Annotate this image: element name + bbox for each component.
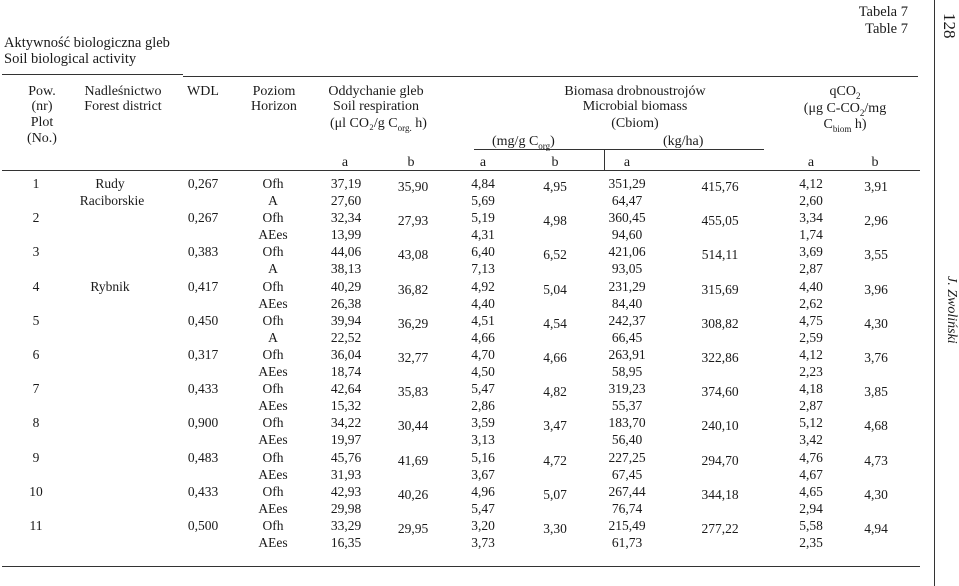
cell-q-b: 3,55	[864, 247, 888, 263]
cell-plot: 10	[29, 483, 43, 499]
subheader-resp-b: b	[407, 155, 415, 170]
cell-r-a2: 16,35	[330, 535, 362, 550]
cell-plot: 11	[29, 518, 43, 533]
cell-m-a1: 6,40	[471, 244, 495, 260]
cell-m-b: 4,95	[543, 179, 567, 194]
cell-plot: 8	[32, 415, 40, 431]
cell-r-a2: 38,13	[330, 261, 362, 277]
cell-r-b: 41,69	[397, 452, 429, 468]
cell-q-a1: 3,69	[799, 244, 823, 260]
cell-r-a1: 39,94	[330, 312, 362, 328]
cell-district: Rybnik	[90, 278, 130, 294]
cell-r-b: 35,83	[397, 384, 429, 400]
header-respiration-en: Soil respiration	[333, 99, 419, 114]
cell-k-a1: 267,44	[608, 483, 646, 499]
cell-r-b: 29,95	[397, 521, 429, 536]
cell-k-b: 514,11	[701, 247, 739, 263]
cell-h1: Ofh	[262, 483, 284, 499]
cell-h2: AEes	[258, 398, 288, 414]
cell-m-b: 4,72	[543, 452, 567, 468]
header-qco2-unit2: $C_{biom}$ h)	[823, 117, 867, 134]
cell-m-a1: 4,92	[471, 278, 495, 294]
cell-r-b: 43,08	[397, 247, 429, 263]
cell-h1: Ofh	[262, 278, 284, 294]
cell-wdl: 0,267	[187, 210, 219, 226]
header-biomass-cbiom: (Cbiom)	[611, 116, 659, 131]
cell-q-a2: 2,87	[799, 261, 823, 277]
cell-r-a1: 44,06	[330, 244, 362, 260]
cell-r-a1: 33,29	[330, 518, 362, 533]
cell-k-b: 240,10	[701, 418, 739, 434]
cell-q-a2: 1,74	[799, 227, 823, 243]
cell-r-a2: 13,99	[330, 227, 362, 243]
cell-district: Rudy	[95, 176, 125, 191]
cell-k-b: 455,05	[701, 213, 739, 229]
cell-k-a2: 94,60	[611, 227, 643, 243]
subheader-mg-a: a	[479, 155, 487, 170]
cell-m-b: 3,47	[543, 418, 567, 434]
cell-q-a2: 2,87	[799, 398, 823, 414]
cell-r-a1: 37,19	[330, 176, 362, 191]
cell-k-a1: 227,25	[608, 449, 646, 465]
cell-k-a1: 421,06	[608, 244, 646, 260]
cell-plot: 6	[32, 347, 40, 362]
cell-m-a2: 3,13	[471, 432, 495, 448]
cell-r-a2: 22,52	[330, 329, 362, 345]
header-respiration-unit: (μl CO₂/g $C_{org.}$ h)	[330, 116, 427, 133]
header-biomass-en: Microbial biomass	[582, 99, 688, 114]
cell-r-b: 40,26	[397, 486, 429, 502]
cell-m-a2: 4,31	[471, 227, 495, 243]
cell-h2: AEes	[258, 500, 288, 516]
cell-k-b: 315,69	[701, 281, 739, 297]
cell-q-a1: 5,58	[799, 518, 823, 533]
cell-h2: AEes	[258, 466, 288, 482]
cell-q-b: 3,91	[864, 179, 888, 194]
cell-q-b: 3,96	[864, 281, 888, 297]
page-number: 128	[940, 13, 959, 39]
cell-r-a2: 19,97	[330, 432, 362, 448]
cell-q-a2: 2,94	[799, 500, 823, 516]
cell-m-b: 4,66	[543, 350, 567, 365]
cell-m-a1: 5,47	[471, 381, 495, 397]
cell-plot: 4	[32, 278, 40, 294]
cell-h2: AEes	[258, 432, 288, 448]
cell-r-a1: 42,64	[330, 381, 362, 397]
cell-m-b: 5,04	[543, 281, 567, 297]
cell-m-b: 3,30	[543, 521, 567, 536]
cell-h2: AEes	[258, 535, 288, 550]
table-title-en: Soil biological activity	[4, 51, 137, 67]
cell-q-a1: 4,76	[799, 449, 823, 465]
cell-wdl: 0,267	[187, 176, 219, 191]
cell-k-a2: 58,95	[611, 364, 643, 379]
cell-r-a1: 36,04	[330, 347, 362, 362]
subheader-q-a: a	[807, 155, 815, 170]
table-label-pl: Tabela 7	[858, 4, 908, 20]
top-rule-left	[2, 74, 183, 75]
cell-h2: AEes	[258, 295, 288, 311]
header-horizon-en: Horizon	[251, 99, 297, 114]
cell-r-a2: 31,93	[330, 466, 362, 482]
cell-h1: Ofh	[262, 312, 284, 328]
page-edge-rule	[934, 0, 935, 586]
cell-m-a1: 3,59	[471, 415, 495, 431]
cell-q-a2: 2,62	[799, 295, 823, 311]
cell-wdl: 0,500	[187, 518, 219, 533]
header-plot-2: (nr)	[31, 99, 53, 114]
cell-r-a2: 26,38	[330, 295, 362, 311]
cell-r-a1: 40,29	[330, 278, 362, 294]
cell-m-a2: 4,40	[471, 295, 495, 311]
header-district-pl: Nadleśnictwo	[84, 84, 162, 99]
cell-wdl: 0,483	[187, 449, 219, 465]
cell-k-a2: 93,05	[611, 261, 643, 277]
cell-m-a2: 2,86	[471, 398, 495, 414]
cell-k-a1: 319,23	[608, 381, 646, 397]
cell-q-b: 3,85	[864, 384, 888, 400]
running-author: J. Zwoliński	[944, 276, 959, 344]
cell-m-a2: 3,73	[471, 535, 495, 550]
cell-h1: Ofh	[262, 518, 284, 533]
cell-r-a1: 34,22	[330, 415, 362, 431]
cell-q-b: 4,94	[864, 521, 888, 536]
cell-k-a1: 183,70	[608, 415, 646, 431]
header-biomass-pl: Biomasa drobnoustrojów	[564, 84, 706, 99]
cell-q-b: 4,30	[864, 315, 888, 331]
header-plot-1: Pow.	[28, 84, 56, 99]
subheader-q-b: b	[871, 155, 879, 170]
cell-plot: 7	[32, 381, 40, 397]
cell-m-b: 5,07	[543, 486, 567, 502]
cell-m-a2: 4,50	[471, 364, 495, 379]
cell-r-b: 35,90	[397, 179, 429, 194]
cell-k-a2: 67,45	[611, 466, 643, 482]
cell-m-a2: 3,67	[471, 466, 495, 482]
cell-m-a1: 3,20	[471, 518, 495, 533]
cell-r-b: 30,44	[397, 418, 429, 434]
cell-m-a1: 5,19	[471, 210, 495, 226]
cell-q-b: 2,96	[864, 213, 888, 229]
cell-k-a1: 231,29	[608, 278, 646, 294]
cell-h2: AEes	[258, 364, 288, 379]
cell-wdl: 0,417	[187, 278, 219, 294]
cell-q-a1: 3,34	[799, 210, 823, 226]
table-label-en: Table 7	[865, 21, 908, 37]
cell-q-a1: 4,75	[799, 312, 823, 328]
header-biomass-unit-kg: (kg/ha)	[663, 134, 704, 149]
cell-m-a2: 4,66	[471, 329, 495, 345]
cell-k-b: 308,82	[701, 315, 739, 331]
cell-k-a2: 66,45	[611, 329, 643, 345]
subheader-mg-b: b	[551, 155, 559, 170]
header-respiration-pl: Oddychanie gleb	[328, 84, 424, 99]
cell-k-a1: 351,29	[608, 176, 646, 191]
cell-plot: 1	[32, 176, 40, 191]
cell-q-a1: 4,12	[799, 347, 823, 362]
cell-r-b: 27,93	[397, 213, 429, 229]
cell-r-a2: 18,74	[330, 364, 362, 379]
cell-m-b: 6,52	[543, 247, 567, 263]
cell-k-a1: 360,45	[608, 210, 646, 226]
cell-h2: A	[268, 193, 278, 208]
cell-wdl: 0,383	[187, 244, 219, 260]
cell-k-a1: 215,49	[608, 518, 646, 533]
cell-m-a2: 5,47	[471, 500, 495, 516]
cell-h2: AEes	[258, 227, 288, 243]
cell-k-a2: 61,73	[611, 535, 643, 550]
cell-r-b: 36,82	[397, 281, 429, 297]
cell-k-a2: 64,47	[611, 193, 643, 208]
cell-k-a2: 56,40	[611, 432, 643, 448]
cell-m-a1: 4,96	[471, 483, 495, 499]
subheader-kg-a: a	[623, 155, 631, 170]
cell-plot: 9	[32, 449, 40, 465]
header-horizon-pl: Poziom	[252, 84, 296, 99]
cell-wdl: 0,450	[187, 312, 219, 328]
biomass-unit-divider	[604, 150, 605, 170]
cell-h1: Ofh	[262, 381, 284, 397]
cell-q-a1: 5,12	[799, 415, 823, 431]
header-biomass-unit-mg: (mg/g $C_{org}$)	[492, 134, 555, 151]
cell-k-b: 322,86	[701, 350, 739, 365]
cell-wdl: 0,317	[187, 347, 219, 362]
cell-h2: A	[268, 329, 278, 345]
cell-h1: Ofh	[262, 347, 284, 362]
cell-q-a1: 4,12	[799, 176, 823, 191]
cell-r-a1: 42,93	[330, 483, 362, 499]
header-wdl: WDL	[187, 84, 219, 99]
cell-r-a1: 45,76	[330, 449, 362, 465]
cell-k-b: 344,18	[701, 486, 739, 502]
cell-q-a1: 4,18	[799, 381, 823, 397]
header-plot-4: (No.)	[27, 131, 57, 146]
header-qco2: qCO$_2$	[829, 84, 861, 101]
cell-plot: 3	[32, 244, 40, 260]
cell-q-a2: 3,42	[799, 432, 823, 448]
cell-h1: Ofh	[262, 449, 284, 465]
subheader-resp-a: a	[341, 155, 349, 170]
cell-q-b: 4,73	[864, 452, 888, 468]
cell-q-a1: 4,65	[799, 483, 823, 499]
cell-q-a2: 2,35	[799, 535, 823, 550]
cell-h1: Ofh	[262, 244, 284, 260]
table-title-pl: Aktywność biologiczna gleb	[4, 35, 170, 51]
cell-k-a2: 55,37	[611, 398, 643, 414]
cell-k-b: 415,76	[701, 179, 739, 194]
cell-m-a1: 4,84	[471, 176, 495, 191]
cell-k-a1: 263,91	[608, 347, 646, 362]
cell-r-a2: 29,98	[330, 500, 362, 516]
header-plot-3: Plot	[30, 115, 54, 130]
cell-m-b: 4,82	[543, 384, 567, 400]
cell-k-b: 374,60	[701, 384, 739, 400]
cell-wdl: 0,433	[187, 483, 219, 499]
cell-h1: Ofh	[262, 176, 284, 191]
cell-r-a1: 32,34	[330, 210, 362, 226]
cell-m-a2: 5,69	[471, 193, 495, 208]
cell-k-a2: 76,74	[611, 500, 643, 516]
cell-wdl: 0,433	[187, 381, 219, 397]
cell-q-b: 4,68	[864, 418, 888, 434]
cell-r-a2: 27,60	[330, 193, 362, 208]
cell-m-a1: 5,16	[471, 449, 495, 465]
cell-q-a2: 2,60	[799, 193, 823, 208]
cell-h1: Ofh	[262, 415, 284, 431]
table-bottom-rule	[2, 566, 920, 567]
header-district-en: Forest district	[84, 99, 162, 114]
cell-h2: A	[268, 261, 278, 277]
header-qco2-unit: (μg $C-CO_2/mg$	[803, 101, 887, 118]
cell-m-a1: 4,70	[471, 347, 495, 362]
cell-k-a1: 242,37	[608, 312, 646, 328]
cell-k-a2: 84,40	[611, 295, 643, 311]
cell-q-a2: 2,23	[799, 364, 823, 379]
cell-r-a2: 15,32	[330, 398, 362, 414]
header-bottom-rule	[2, 170, 920, 171]
cell-district2: Raciborskie	[79, 193, 145, 208]
cell-m-a1: 4,51	[471, 312, 495, 328]
top-rule-right	[183, 76, 918, 77]
cell-m-b: 4,54	[543, 315, 567, 331]
cell-plot: 5	[32, 312, 40, 328]
cell-k-b: 294,70	[701, 452, 739, 468]
cell-plot: 2	[32, 210, 40, 226]
cell-r-b: 36,29	[397, 315, 429, 331]
cell-wdl: 0,900	[187, 415, 219, 431]
cell-q-a2: 4,67	[799, 466, 823, 482]
cell-k-b: 277,22	[701, 521, 739, 536]
cell-m-b: 4,98	[543, 213, 567, 229]
cell-h1: Ofh	[262, 210, 284, 226]
cell-q-a2: 2,59	[799, 329, 823, 345]
cell-q-b: 3,76	[864, 350, 888, 365]
cell-r-b: 32,77	[397, 350, 429, 365]
cell-q-a1: 4,40	[799, 278, 823, 294]
cell-m-a2: 7,13	[471, 261, 495, 277]
cell-q-b: 4,30	[864, 486, 888, 502]
